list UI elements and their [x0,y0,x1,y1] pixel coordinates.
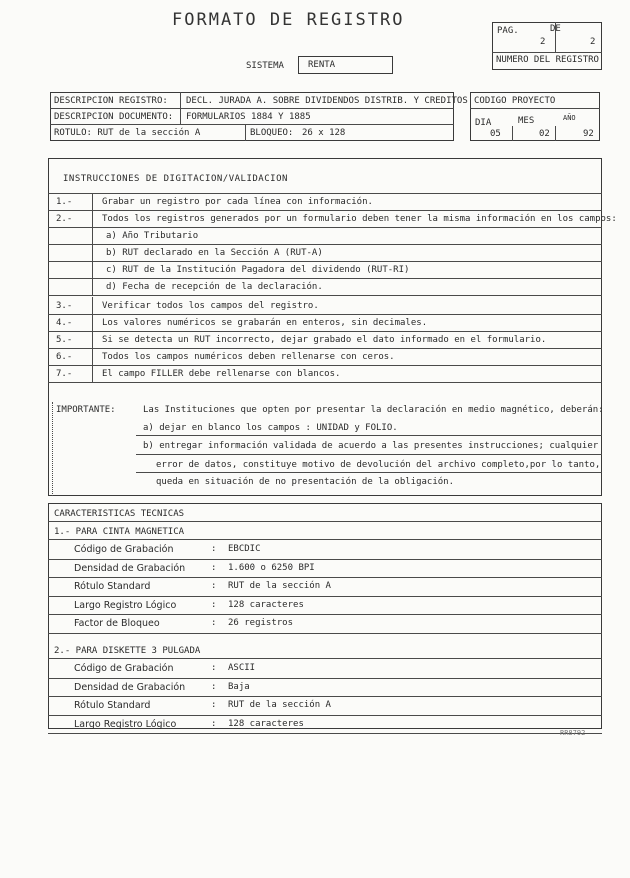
tech-value: ASCII [228,663,256,673]
instruccion-number: 6.- [56,352,73,362]
instruccion-text: Todos los registros generados por un formulario deben tener la misma información en los campos: [102,214,617,224]
descripcion-documento-label: DESCRIPCION DOCUMENTO: [54,112,174,122]
ano-value: 92 [583,129,594,139]
numero-registro-label: NUMERO DEL REGISTRO [496,55,599,65]
instruccion-number: 5.- [56,335,73,345]
tech-label: Largo Registro Lógico [74,718,177,730]
ano-label: AÑO [563,114,576,122]
mes-value: 02 [539,129,550,139]
tech-colon: : [211,700,217,710]
tech-colon: : [211,681,217,692]
tech-label: Densidad de Grabación [74,681,186,693]
cinta-heading: 1.- PARA CINTA MAGNETICA [54,527,185,537]
tech-label: Rótulo Standard [74,581,151,592]
tech-value: 128 caracteres [228,718,304,729]
instruccion-number: 7.- [56,369,73,379]
instruccion-row [48,227,602,244]
importante-line-1: Las Instituciones que opten por presentar la declaración en medio magnético, deberán: [143,405,604,415]
tech-row [48,577,602,596]
instruccion-text: El campo FILLER debe rellenarse con blancos. [102,369,341,379]
instruccion-row [48,314,602,331]
bloqueo-label: BLOQUEO: [250,128,294,138]
page-current: 2 [540,37,546,47]
tech-value: EBCDIC [228,544,261,554]
instruccion-text: Verificar todos los campos del registro. [102,301,319,311]
codigo-proyecto-label: CODIGO PROYECTO [474,96,556,106]
sistema-value: RENTA [308,60,336,70]
pag-label: PAG. [497,26,519,36]
instruccion-number: 3.- [56,301,73,311]
instruccion-number: 2.- [56,214,73,224]
descripcion-registro-value: DECL. JURADA A. SOBRE DIVIDENDOS DISTRIB. Y CREDITOS [186,96,468,106]
instruccion-row [48,261,602,278]
tecnicas-heading: CARACTERISTICAS TECNICAS [54,509,185,519]
tech-row [48,715,602,734]
tech-colon: : [211,581,217,591]
instruccion-row [48,193,602,210]
instruccion-row [48,244,602,261]
instruccion-text: c) RUT de la Institución Pagadora del dividendo (RUT-RI) [106,265,410,275]
tech-row [48,596,602,615]
tech-row [48,614,602,633]
tech-colon: : [211,544,217,554]
instruccion-row [48,297,602,314]
instruccion-row [48,278,602,295]
instruccion-text: b) RUT declarado en la Sección A (RUT-A) [106,248,323,258]
tech-label: Factor de Bloqueo [74,618,160,629]
bloqueo-value: 26 x 128 [302,128,346,138]
tech-colon: : [211,562,217,573]
instruccion-text: Todos los campos numéricos deben rellenarse con ceros. [102,352,395,362]
importante-line-5: queda en situación de no presentación de la obligación. [156,477,455,487]
instruccion-text: Grabar un registro por cada línea con información. [102,197,373,207]
tech-label: Código de Grabación [74,544,174,555]
tech-value: 26 registros [228,618,294,628]
page-title: FORMATO DE REGISTRO [172,10,405,30]
importante-line-3: b) entregar información validada de acuerdo a las presentes instrucciones; cualquier [143,441,599,451]
instruccion-row [48,365,602,382]
footer-code: RR8792 [560,729,586,737]
tech-colon: : [211,599,217,610]
tech-row [48,540,602,559]
tech-value: Baja [228,681,250,692]
tech-value: RUT de la sección A [228,700,331,710]
descripcion-documento-value: FORMULARIOS 1884 Y 1885 [186,112,311,122]
instruccion-text: d) Fecha de recepción de la declaración. [106,282,323,292]
tech-label: Rótulo Standard [74,700,151,711]
importante-line-4: error de datos, constituye motivo de devolución del archivo completo,por lo tanto, [156,460,601,470]
instruccion-row [48,331,602,348]
instruccion-text: Si se detecta un RUT incorrecto, dejar grabado el dato informado en el formulario. [102,335,547,345]
instruccion-text: Los valores numéricos se grabarán en enteros, sin decimales. [102,318,428,328]
tech-colon: : [211,618,217,628]
tech-colon: : [211,663,217,673]
instrucciones-heading: INSTRUCCIONES DE DIGITACION/VALIDACION [63,174,288,184]
page-total: 2 [590,37,596,47]
de-label: DE [550,24,561,34]
dia-value: 05 [490,129,501,139]
importante-line-2: a) dejar en blanco los campos : UNIDAD y FOLIO. [143,423,398,433]
tech-value: 1.600 o 6250 BPI [228,562,315,573]
tech-row [48,696,602,715]
tech-row [48,559,602,578]
instruccion-text: a) Año Tributario [106,231,199,241]
diskette-heading: 2.- PARA DISKETTE 3 PULGADA [54,646,201,656]
tech-value: RUT de la sección A [228,581,331,591]
tech-value: 128 caracteres [228,599,304,610]
tech-row [48,659,602,678]
rotulo-label: ROTULO: RUT de la sección A [54,128,201,138]
instruccion-number: 4.- [56,318,73,328]
sistema-label: SISTEMA [246,61,284,71]
instruccion-row [48,210,617,227]
importante-label: IMPORTANTE: [56,405,116,415]
instruccion-row [48,348,602,365]
tech-colon: : [211,718,217,729]
tech-row [48,678,602,697]
mes-label: MES [518,116,535,126]
tech-label: Largo Registro Lógico [74,599,177,611]
descripcion-registro-label: DESCRIPCION REGISTRO: [54,96,168,106]
tech-label: Densidad de Grabación [74,562,186,574]
instruccion-number: 1.- [56,197,73,207]
dia-label: DIA [475,118,492,128]
tech-label: Código de Grabación [74,663,174,674]
